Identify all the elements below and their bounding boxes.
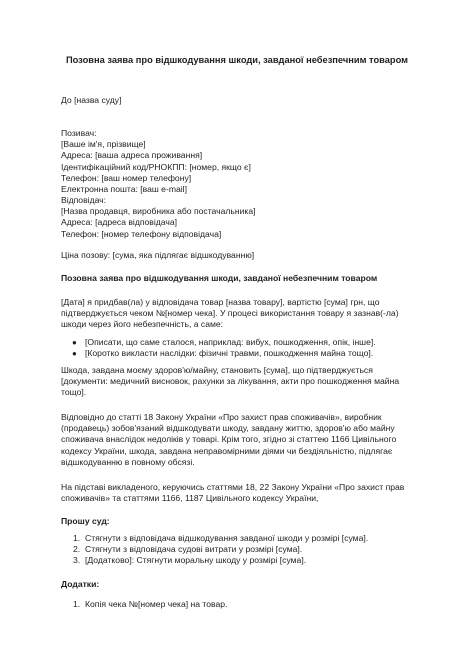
defendant-section [61, 195, 417, 240]
damage-paragraph: Шкода, завдана моєму здоров'ю/майну, становить [сума], що підтверджується [документи: медичний висновок, рахунки за лікування, акти про пошкодження майна тощо]. [61, 365, 400, 398]
request-text: Стягнути з відповідача відшкодування завданої шкоди у розмірі [сума]. [85, 533, 369, 543]
plaintiff-address: Адреса: [ваша адреса проживання] [61, 150, 203, 161]
bullet-item [61, 348, 417, 359]
attachments-heading: Додатки: [61, 579, 100, 589]
defendant-heading: Відповідач: [61, 195, 107, 205]
plaintiff-email: Електронна пошта: [ваш e-mail] [61, 184, 187, 195]
attachment-item [61, 599, 417, 610]
request-item [61, 533, 417, 544]
request-heading: Прошу суд: [61, 516, 110, 526]
attachments-list [61, 599, 417, 610]
plaintiff-name: [Ваше ім'я, прізвище] [61, 139, 146, 150]
bullet-text: [Коротко викласти наслідки: фізичні травми, пошкодження майна тощо]. [85, 348, 374, 359]
bullet-text: [Описати, що саме сталося, наприклад: вибух, пошкодження, опік, інше]. [85, 337, 376, 347]
request-item [61, 555, 417, 566]
bullet-item [61, 337, 417, 348]
request-number: 1. [73, 533, 81, 543]
bullet-icon: ● [72, 349, 77, 359]
request-item [61, 544, 417, 555]
court-line: До [назва суду] [61, 95, 122, 105]
attachment-number: 1. [73, 599, 81, 609]
facts-paragraph: [Дата] я придбав(ла) у відповідача товар [назва товару], вартістю [сума] грн, що підтверджується чеком №[номер чека]. У процесі використання товару я зазнав(-ла) шкоди через його небезпечність, а саме: [61, 297, 399, 330]
plaintiff-heading: Позивач: [61, 128, 97, 138]
defendant-name: [Назва продавця, виробника або постачальника] [61, 206, 256, 217]
document-title: Позовна заява про відшкодування шкоди, завданої небезпечним товаром [65, 55, 409, 65]
request-list [61, 533, 417, 567]
request-number: 2. [73, 544, 81, 555]
request-text: Стягнути з відповідача судові витрати у розмірі [сума]. [85, 544, 303, 555]
plaintiff-id-code: Ідентифікаційний код/РНОКПП: [номер, якщо є] [61, 161, 251, 172]
defendant-phone: Телефон: [номер телефону відповідача] [61, 228, 222, 239]
damage-bullet-list [61, 337, 417, 359]
defendant-address: Адреса: [адреса відповідача] [61, 217, 178, 228]
request-number: 3. [73, 555, 81, 566]
grounds-paragraph: На підставі викладеного, керуючись статтями 18, 22 Закону України «Про захист прав споживачів» та статтями 1166, 1187 Цивільного кодексу України, [61, 482, 405, 504]
section-subtitle: Позовна заява про відшкодування шкоди, завданої небезпечним товаром [61, 273, 378, 283]
request-text: [Додатково]: Стягнути моральну шкоду у розмірі [сума]. [85, 555, 307, 566]
attachment-text: Копія чека №[номер чека] на товар. [85, 599, 228, 609]
plaintiff-section [61, 128, 417, 195]
plaintiff-phone: Телефон: [ваш номер телефону] [61, 172, 192, 183]
claim-price: Ціна позову: [сума, яка підлягає відшкодуванню] [61, 250, 255, 260]
bullet-icon: ● [72, 338, 77, 347]
legal-basis-paragraph: Відповідно до статті 18 Закону України «Про захист прав споживачів», виробник (продавець) зобов'язаний відшкодувати шкоду, завдану життю, здоров'ю або майну споживача внаслідок недоліків у товарі. Крім того, згідно зі статтею 1166 Цивільного кодексу України, шкода, завдана неправомірними діями чи бездіяльністю, підлягає відшкодуванню в повному обсязі. [61, 412, 397, 467]
